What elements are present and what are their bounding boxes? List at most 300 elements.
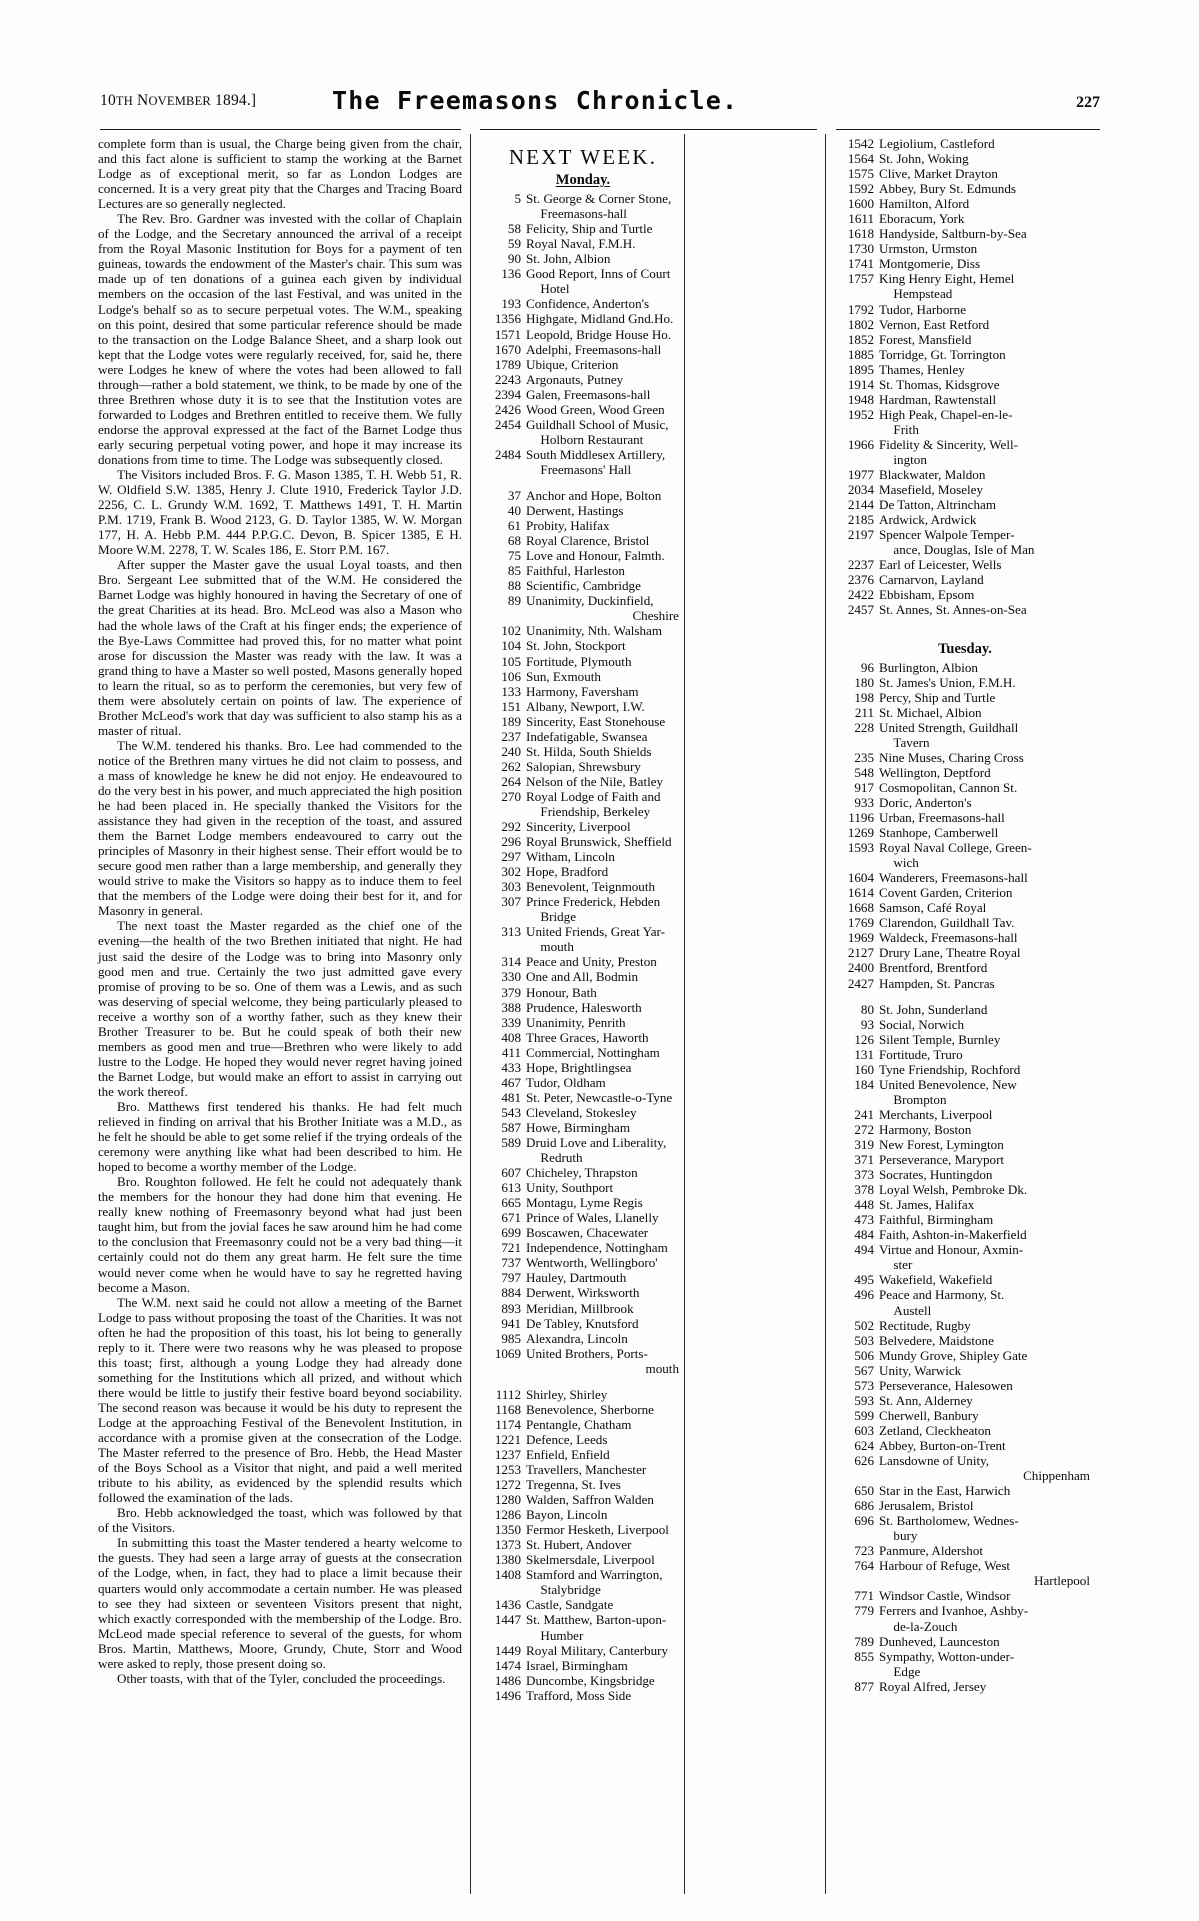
lodge-number: 90 xyxy=(507,251,521,267)
lodge-number: 506 xyxy=(854,1347,874,1363)
lodge-name-continuation: ance, Douglas, Isle of Man xyxy=(893,542,1035,558)
lodge-name: Drury Lane, Theatre Royal xyxy=(879,945,1021,961)
lodge-entry xyxy=(487,1255,679,1270)
lodge-entry xyxy=(487,593,679,623)
lodge-number: 237 xyxy=(501,728,521,744)
lodge-name: Zetland, Cleckheaton xyxy=(879,1422,991,1438)
lodge-entry xyxy=(840,1062,1090,1077)
lodge-name: Mundy Grove, Shipley Gate xyxy=(879,1347,1028,1363)
lodge-entry xyxy=(840,1483,1090,1498)
lodge-name: Chicheley, Thrapston xyxy=(526,1165,638,1181)
lodge-number: 126 xyxy=(854,1031,874,1047)
lodge-entry xyxy=(840,720,1090,750)
lodge-name: Clarendon, Guildhall Tav. xyxy=(879,915,1015,931)
lodge-number: 85 xyxy=(507,563,521,579)
lodge-number: 189 xyxy=(501,713,521,729)
lodge-number: 1474 xyxy=(494,1657,521,1673)
lodge-name: Socrates, Huntingdon xyxy=(879,1167,993,1183)
lodge-number: 1852 xyxy=(847,331,874,347)
lodge-name-continuation: Freemasons-hall xyxy=(540,206,627,222)
lodge-name: Sincerity, East Stonehouse xyxy=(526,713,666,729)
lodge-name: Nelson of the Nile, Batley xyxy=(526,773,664,789)
lodge-name: Faithful, Harleston xyxy=(526,563,625,579)
lodge-entry xyxy=(840,377,1090,392)
lodge-number: 297 xyxy=(501,849,521,865)
lodge-name: United Brothers, Ports- mouth xyxy=(526,1345,679,1376)
lodge-entry xyxy=(487,357,679,372)
lodge-number: 1914 xyxy=(847,376,874,392)
lodge-entry xyxy=(487,1462,679,1477)
lodge-name: Cosmopolitan, Cannon St. xyxy=(879,779,1018,795)
lodge-name-continuation: Edge xyxy=(893,1663,921,1679)
lodge-number: 473 xyxy=(854,1212,874,1228)
lodge-number: 105 xyxy=(501,653,521,669)
lodge-name: Pentangle, Chatham xyxy=(526,1416,632,1432)
lodge-name: Duncombe, Kingsbridge xyxy=(526,1672,655,1688)
publication-title: The Freemasons Chronicle. xyxy=(332,86,739,115)
lodge-number: 893 xyxy=(501,1300,521,1316)
lodge-name: Unity, Warwick xyxy=(879,1362,962,1378)
lodge-number: 339 xyxy=(501,1014,521,1030)
lodge-name: Fortitude, Plymouth xyxy=(526,653,632,669)
lodge-number: 797 xyxy=(501,1270,521,1286)
lodge-name: Vernon, East Retford xyxy=(879,316,990,332)
lodge-number: 1802 xyxy=(847,316,874,332)
lodge-name: Tudor, Oldham xyxy=(526,1074,606,1090)
lodge-name-continuation: de-la-Zouch xyxy=(893,1618,958,1634)
lodge-entry xyxy=(840,1558,1090,1588)
lodge-entry xyxy=(840,1513,1090,1543)
lodge-name: Defence, Leeds xyxy=(526,1431,608,1447)
lodge-entry xyxy=(487,1447,679,1462)
lodge-name: Jerusalem, Bristol xyxy=(879,1498,974,1514)
lodge-entry xyxy=(487,819,679,834)
lodge-number: 2034 xyxy=(847,482,874,498)
lodge-number: 467 xyxy=(501,1074,521,1090)
lodge-entry xyxy=(487,191,679,221)
lodge-number: 59 xyxy=(507,236,521,252)
lodge-number: 589 xyxy=(501,1135,521,1150)
lodge-number: 1237 xyxy=(494,1446,521,1462)
lodge-number: 723 xyxy=(854,1543,874,1559)
lodge-name-continuation: Stalybridge xyxy=(540,1582,601,1598)
lodge-entry xyxy=(840,1453,1090,1483)
lodge-name: Masefield, Moseley xyxy=(879,482,983,498)
lodge-name: Samson, Café Royal xyxy=(879,900,987,916)
monday-country-list xyxy=(487,488,679,1376)
lodge-entry xyxy=(840,1107,1090,1122)
lodge-number: 764 xyxy=(854,1558,874,1574)
lodge-number: 106 xyxy=(501,668,521,684)
lodge-name: Independence, Nottingham xyxy=(526,1240,668,1256)
lodge-entry xyxy=(487,669,679,684)
article-column xyxy=(98,136,462,1686)
lodge-name: St. Peter, Newcastle-o-Tyne xyxy=(526,1089,673,1105)
lodge-number: 1069 xyxy=(494,1345,521,1361)
lodge-number: 1741 xyxy=(847,256,874,272)
lodge-entry xyxy=(840,976,1090,991)
lodge-entry xyxy=(487,447,679,477)
lodge-number: 699 xyxy=(501,1225,521,1241)
lodge-number: 388 xyxy=(501,999,521,1015)
lodge-name: Royal Alfred, Jersey xyxy=(879,1678,987,1694)
lodge-name: Carnarvon, Layland xyxy=(879,572,984,588)
lodge-entry xyxy=(487,503,679,518)
lodge-name: New Forest, Lymington xyxy=(879,1137,1004,1152)
lodge-entry xyxy=(487,1316,679,1331)
lodge-entry xyxy=(487,327,679,342)
article-paragraph: Bro. Roughton followed. He felt he could not adequately thank the members for the honour they had done him that evening. He really knew nothing of Freemasonry beyond what had just been taught him, but from the jovial faces he saw around him he had come to the conclusion that Freemasonry could not be a very bad thing—it certainly could not do them any great harm. He felt sure the time would never come when he would have to say he regretted having become a Mason. xyxy=(98,1174,462,1295)
lodge-name: Clive, Market Drayton xyxy=(879,166,998,182)
lodge-number: 1789 xyxy=(494,356,521,372)
lodge-name: Ebbisham, Epsom xyxy=(879,587,975,603)
lodge-name: Belvedere, Maidstone xyxy=(879,1332,994,1348)
lodge-name: Panmure, Aldershot xyxy=(879,1543,984,1559)
lodge-number: 96 xyxy=(860,659,874,675)
lodge-entry xyxy=(840,1348,1090,1363)
lodge-number: 917 xyxy=(854,779,874,795)
lodge-entry xyxy=(840,1333,1090,1348)
lodge-number: 686 xyxy=(854,1498,874,1514)
lodge-entry xyxy=(840,302,1090,317)
lodge-number: 272 xyxy=(854,1121,874,1137)
lodge-entry xyxy=(840,1649,1090,1679)
lodge-name: St. Thomas, Kidsgrove xyxy=(879,376,1000,392)
lodge-entry xyxy=(487,1195,679,1210)
lodge-number: 241 xyxy=(854,1106,874,1122)
lodge-name-continuation: Tavern xyxy=(893,734,930,750)
lodge-name: De Tabley, Knutsford xyxy=(526,1315,639,1331)
lodge-number: 671 xyxy=(501,1210,521,1226)
lodge-entry xyxy=(840,271,1090,301)
lodge-number: 319 xyxy=(854,1137,874,1152)
lodge-entry xyxy=(487,1045,679,1060)
lodge-name: Hope, Brightlingsea xyxy=(526,1059,632,1075)
lodge-number: 198 xyxy=(854,689,874,705)
lodge-name: Argonauts, Putney xyxy=(526,371,624,387)
lodge-number: 1571 xyxy=(494,326,521,342)
lodge-name: Alexandra, Lincoln xyxy=(526,1330,628,1346)
lodge-number: 650 xyxy=(854,1483,874,1499)
lodge-name-continuation: Holborn Restaurant xyxy=(540,431,644,447)
lodge-name: De Tatton, Altrincham xyxy=(879,497,997,513)
lodge-number: 548 xyxy=(854,764,874,780)
article-paragraph: Bro. Matthews first tendered his thanks. He had felt much relieved in finding on arrival that his Brother Initiate was a M.D., as he felt he should be able to get some relief if the trying ordeals of the ceremony were anything like what had been described to him. He hoped to become a worthy member of the Lodge. xyxy=(98,1099,462,1175)
lodge-number: 292 xyxy=(501,819,521,835)
article-paragraph: The W.M. next said he could not allow a meeting of the Barnet Lodge to pass without proposing the toast of the Charities. It was not often he had the proposition of this toast, his lot being to generally reply to it. There were two reasons why he was pleased to propose this toast; first, although a young Lodge they had already done something for the Institutions which all prized, and without which there would be little to justify their festive board beyond sociability. The second reason was because it would be his duty to represent the Lodge at the approaching Festival of the Benevolent Institution, in accordance with a promise given at the consecration of the Lodge. The Master referred to the presence of Bro. Hebb, the Head Master of the Boys School as a Visitor that night, and paid a well merited tribute to his ability, as evidenced by the splendid results which followed the examination of the lads. xyxy=(98,1294,462,1506)
lodge-entry xyxy=(840,780,1090,795)
lodge-name-continuation: Hempstead xyxy=(893,286,953,302)
lodge-name: Royal Brunswick, Sheffield xyxy=(526,834,672,850)
lodge-name-continuation: Friendship, Berkeley xyxy=(540,803,651,819)
lodge-number: 2427 xyxy=(847,975,874,991)
lodge-name: Ardwick, Ardwick xyxy=(879,512,977,528)
lodge-number: 1952 xyxy=(847,406,874,422)
lodge-entry xyxy=(840,1287,1090,1317)
lodge-name: Handyside, Saltburn-by-Sea xyxy=(879,226,1027,242)
lodge-name: Probity, Halifax xyxy=(526,518,610,534)
lodge-number: 2426 xyxy=(494,401,521,417)
lodge-name: Wentworth, Wellingboro' xyxy=(526,1255,658,1271)
lodge-entry xyxy=(840,705,1090,720)
lodge-name: Spencer Walpole Temper- ance, Douglas, Isle of Man xyxy=(879,527,1090,557)
lodge-name: Indefatigable, Swansea xyxy=(526,728,648,744)
lodge-name: Unity, Southport xyxy=(526,1180,614,1196)
lodge-entry xyxy=(840,660,1090,675)
lodge-entry xyxy=(487,699,679,714)
lodge-number: 2127 xyxy=(847,945,874,961)
lodge-entry xyxy=(487,1135,679,1165)
lodge-number: 567 xyxy=(854,1362,874,1378)
lodge-name: Wakefield, Wakefield xyxy=(879,1272,993,1288)
lodge-entry xyxy=(487,789,679,819)
lodge-entry xyxy=(840,1197,1090,1212)
lodge-entry xyxy=(487,1075,679,1090)
lodge-entry xyxy=(840,587,1090,602)
lodge-name: St. Hubert, Andover xyxy=(526,1537,632,1553)
article-paragraph: The Rev. Bro. Gardner was invested with the collar of Chaplain of the Lodge, and the Secretary announced the arrival of a receipt from the Royal Masonic Institution for Boys for a payment of ten guineas, towards the endowment of the Master's chair. This sum was made up of ten donations of a guinea each given by individual members on the occasion of the last Festival, and was united in the Lodge's behalf so as to secure perpetual votes. The W.M., speaking on this point, desired that some particular reference should be made to the transaction on the Lodge Balance Sheet, and a sharp look out kept that the Lodge votes were regularly received, for, said he, there were Lodges he knew of where the votes had been allowed to fall through—rather a bold statement, we think, to be made by one of the three Brethren whose duty it is to see that the Institution votes are forwarded to Lodges and Brethren entitled to receive them. We fully endorse the approval expressed at the fact of the Barnet Lodge thus early securing perpetual voting power, and hope it may increase its donations from time to time. The Lodge was subsequently closed. xyxy=(98,211,462,467)
lodge-name: Ubique, Criterion xyxy=(526,356,619,372)
lodge-number: 330 xyxy=(501,969,521,985)
lodge-name: Dunheved, Launceston xyxy=(879,1633,1000,1649)
lodge-entry xyxy=(840,1242,1090,1272)
lodge-entry xyxy=(840,825,1090,840)
lodge-number: 1670 xyxy=(494,341,521,357)
lodge-entry xyxy=(840,211,1090,226)
lodge-name: Wood Green, Wood Green xyxy=(526,401,665,417)
lodge-entry xyxy=(487,954,679,969)
lodge-name: Covent Garden, Criterion xyxy=(879,885,1013,901)
lodge-name: One and All, Bodmin xyxy=(526,969,639,985)
lodge-entry xyxy=(487,654,679,669)
lodge-number: 5 xyxy=(514,191,521,207)
lodge-number: 433 xyxy=(501,1059,521,1075)
monday-country-list-cont xyxy=(487,1387,679,1703)
lodge-entry xyxy=(840,750,1090,765)
lodge-entry xyxy=(840,675,1090,690)
lodge-number: 2457 xyxy=(847,602,874,618)
lodge-name: Love and Honour, Falmth. xyxy=(526,548,665,564)
lodge-entry xyxy=(487,417,679,447)
lodge-number: 264 xyxy=(501,773,521,789)
monday-london-list xyxy=(487,191,679,477)
lodge-number: 313 xyxy=(501,924,521,940)
lodge-entry xyxy=(840,795,1090,810)
lodge-name: Harbour of Refuge, West Hartlepool xyxy=(879,1558,1090,1589)
lodge-number: 1196 xyxy=(848,810,874,826)
lodge-number: 2144 xyxy=(847,497,874,513)
lodge-entry xyxy=(487,372,679,387)
lodge-name: Good Report, Inns of Court Hotel xyxy=(526,266,679,296)
page-number: 227 xyxy=(1076,94,1100,111)
lodge-entry xyxy=(487,1165,679,1180)
lodge-name-continuation: bury xyxy=(893,1528,918,1544)
lodge-entry xyxy=(840,1679,1090,1694)
lodge-name: South Middlesex Artillery, Freemasons' Hall xyxy=(526,447,679,477)
lodge-entry xyxy=(840,1438,1090,1453)
lodge-entry xyxy=(487,1402,679,1417)
lodge-name: United Strength, Guildhall Tavern xyxy=(879,720,1090,750)
lodge-number: 941 xyxy=(501,1315,521,1331)
lodge-number: 1604 xyxy=(847,870,874,886)
lodge-number: 373 xyxy=(854,1167,874,1183)
lodge-name: Hampden, St. Pancras xyxy=(879,975,995,991)
lodge-name: Benevolence, Sherborne xyxy=(526,1401,654,1417)
lodge-entry xyxy=(840,347,1090,362)
lodge-number: 2243 xyxy=(494,371,521,387)
lodge-number: 180 xyxy=(854,674,874,690)
lodge-entry xyxy=(487,563,679,578)
lodge-name: St. John, Stockport xyxy=(526,638,626,654)
lodge-number: 1969 xyxy=(847,930,874,946)
lodge-name: St. Hilda, South Shields xyxy=(526,743,652,759)
lodge-entry xyxy=(840,1498,1090,1513)
lodge-number: 133 xyxy=(501,683,521,699)
lodge-name: Felicity, Ship and Turtle xyxy=(526,221,653,237)
lodge-entry xyxy=(840,151,1090,166)
lodge-entry xyxy=(487,864,679,879)
lodge-name: Faith, Ashton-in-Makerfield xyxy=(879,1227,1027,1243)
lodge-entry xyxy=(840,1227,1090,1242)
lodge-number: 494 xyxy=(854,1242,874,1258)
lodge-number: 1966 xyxy=(847,436,874,452)
lodge-name: Loyal Welsh, Pembroke Dk. xyxy=(879,1182,1028,1198)
lodge-entry xyxy=(487,1015,679,1030)
lodge-number: 543 xyxy=(501,1104,521,1120)
lodge-number: 211 xyxy=(854,704,874,720)
lodge-name: Harmony, Boston xyxy=(879,1121,972,1137)
lodge-number: 448 xyxy=(854,1197,874,1213)
lodge-number: 696 xyxy=(854,1513,874,1529)
lodge-entry xyxy=(487,1507,679,1522)
lodge-entry xyxy=(487,548,679,563)
lodge-name: Rectitude, Rugby xyxy=(879,1317,971,1333)
lodge-number: 58 xyxy=(507,221,521,237)
lodge-entry xyxy=(487,985,679,1000)
lodge-entry xyxy=(840,482,1090,497)
lodge-number: 1286 xyxy=(494,1507,521,1523)
lodge-name: Abbey, Bury St. Edmunds xyxy=(879,181,1016,197)
lodge-name: United Benevolence, New Brompton xyxy=(879,1077,1090,1107)
lodge-entry xyxy=(840,1017,1090,1032)
lodge-number: 1600 xyxy=(847,196,874,212)
lodge-name: Nine Muses, Charing Cross xyxy=(879,749,1024,765)
lodge-number: 228 xyxy=(854,719,874,735)
lodge-entry xyxy=(487,296,679,311)
lodge-number: 102 xyxy=(501,623,521,639)
lodge-number: 2400 xyxy=(847,960,874,976)
lodge-entry xyxy=(840,332,1090,347)
lodge-entry xyxy=(840,181,1090,196)
lodge-entry xyxy=(840,362,1090,377)
lodge-entry xyxy=(840,527,1090,557)
lodge-entry xyxy=(840,1077,1090,1107)
lodge-name-continuation: Freemasons' Hall xyxy=(540,461,632,477)
lodge-number: 1253 xyxy=(494,1461,521,1477)
lodge-number: 193 xyxy=(501,296,521,312)
lodge-entry xyxy=(487,1552,679,1567)
lodge-entry xyxy=(840,557,1090,572)
lodge-number: 2237 xyxy=(847,557,874,573)
lodge-name: Waldeck, Freemasons-hall xyxy=(879,930,1018,946)
article-paragraph: complete form than is usual, the Charge being given from the chair, and this fact alone is sufficient to stamp the working at the Barnet Lodge as of exceptional merit, so far as London Lodges are concerned. It is a very great pity that the Charges and Tracing Board Lectures are so generally neglected. xyxy=(98,136,462,212)
lodge-number: 2376 xyxy=(847,572,874,588)
lodge-entry xyxy=(840,690,1090,705)
lodge-number: 1269 xyxy=(847,825,874,841)
lodge-number: 2454 xyxy=(494,416,521,432)
lodge-name: Benevolent, Teignmouth xyxy=(526,879,656,895)
lodge-name: Commercial, Nottingham xyxy=(526,1044,660,1060)
lodge-number: 1486 xyxy=(494,1672,521,1688)
lodge-entry xyxy=(840,1182,1090,1197)
issue-date: 10TH NOVEMBER 1894.] xyxy=(100,92,257,109)
lodge-name: High Peak, Chapel-en-le- Frith xyxy=(879,407,1090,437)
lodge-entry xyxy=(840,1047,1090,1062)
tuesday-heading: Tuesday. xyxy=(938,640,992,657)
lodge-entry xyxy=(840,1393,1090,1408)
lodge-number: 240 xyxy=(501,743,521,759)
header-rule-right xyxy=(836,129,1100,130)
lodge-name: Boscawen, Chacewater xyxy=(526,1225,649,1241)
article-paragraph: In submitting this toast the Master tendered a hearty welcome to the guests. They had seen a large array of guests at the consecration of the Lodge, when, in fact, they had to place a limit because their quarters would only accommodate a certain number. He was pleased to see they had sixteen or seventeen Visitors present that night, which exactly corresponded with the membership of the Lodge. Bro. McLeod made special reference to several of the guests, for whom Bros. Martin, Matthews, Moore, Grundy, Chute, Storr and Wood were asked to reply, those present doing so. xyxy=(98,1535,462,1671)
lodge-name: St. Bartholomew, Wednes- bury xyxy=(879,1513,1090,1543)
lodge-entry xyxy=(487,1285,679,1300)
lodge-name: Ferrers and Ivanhoe, Ashby- de-la-Zouch xyxy=(879,1603,1090,1633)
lodge-number: 40 xyxy=(507,503,521,519)
lodge-name: Galen, Freemasons-hall xyxy=(526,386,651,402)
article-paragraph: The next toast the Master regarded as the chief one of the evening—the health of the two Brethen initiated that night. He had just said the desire of the Lodge was to bring into Masonry only good men and true. Certainly the two just admitted gave every promise of proving to be so. One of them was a Lewis, and as such was deserving of special welcome, they being particularly pleased to receive a worthy son of a worthy father, such as they knew their Brother Treasurer to be. But he could speak of both their new members as good men and true—Brethren who were likely to add lustre to the Lodge. He hoped they would never regret having joined the Barnet Lodge, but would make an effort to assist in carrying out the work thereof. xyxy=(98,918,462,1099)
lodge-name: Abbey, Burton-on-Trent xyxy=(879,1437,1006,1453)
lodge-number: 296 xyxy=(501,834,521,850)
lodge-entry xyxy=(487,744,679,759)
lodge-entry xyxy=(487,1301,679,1316)
lodge-name: Hauley, Dartmouth xyxy=(526,1270,627,1286)
list-spacer xyxy=(840,991,1090,1002)
lodge-entry xyxy=(840,1603,1090,1633)
lodge-name: Merchants, Liverpool xyxy=(879,1106,993,1122)
lodge-number: 665 xyxy=(501,1195,521,1211)
lodge-number: 607 xyxy=(501,1165,521,1181)
lodge-name: Fortitude, Truro xyxy=(879,1046,963,1062)
lodge-number: 1564 xyxy=(847,151,874,167)
lodge-name: Burlington, Albion xyxy=(879,659,978,675)
lodge-name: Peace and Unity, Preston xyxy=(526,954,657,970)
lodge-number: 379 xyxy=(501,984,521,1000)
lodge-name: Wanderers, Freemasons-hall xyxy=(879,870,1028,886)
lodge-entry xyxy=(840,437,1090,467)
lodge-entry xyxy=(487,834,679,849)
lodge-name: St. Michael, Albion xyxy=(879,704,982,720)
lodge-entry xyxy=(487,1417,679,1432)
lodge-number: 1885 xyxy=(847,346,874,362)
lodge-entry xyxy=(840,810,1090,825)
lodge-name-continuation: ington xyxy=(893,451,927,467)
lodge-number: 80 xyxy=(860,1001,874,1017)
lodge-name: Castle, Sandgate xyxy=(526,1597,614,1613)
lodge-entry xyxy=(487,1105,679,1120)
lodge-entry xyxy=(487,578,679,593)
lodge-number: 136 xyxy=(501,266,521,282)
lodge-entry xyxy=(840,512,1090,527)
lodge-entry xyxy=(840,241,1090,256)
lodge-entry xyxy=(487,924,679,954)
lodge-entry xyxy=(487,1346,679,1376)
lodge-number: 88 xyxy=(507,578,521,594)
monday-heading: Monday. xyxy=(555,172,611,189)
lodge-number: 93 xyxy=(860,1016,874,1032)
lodge-entry xyxy=(840,1122,1090,1137)
lodge-entry xyxy=(840,317,1090,332)
